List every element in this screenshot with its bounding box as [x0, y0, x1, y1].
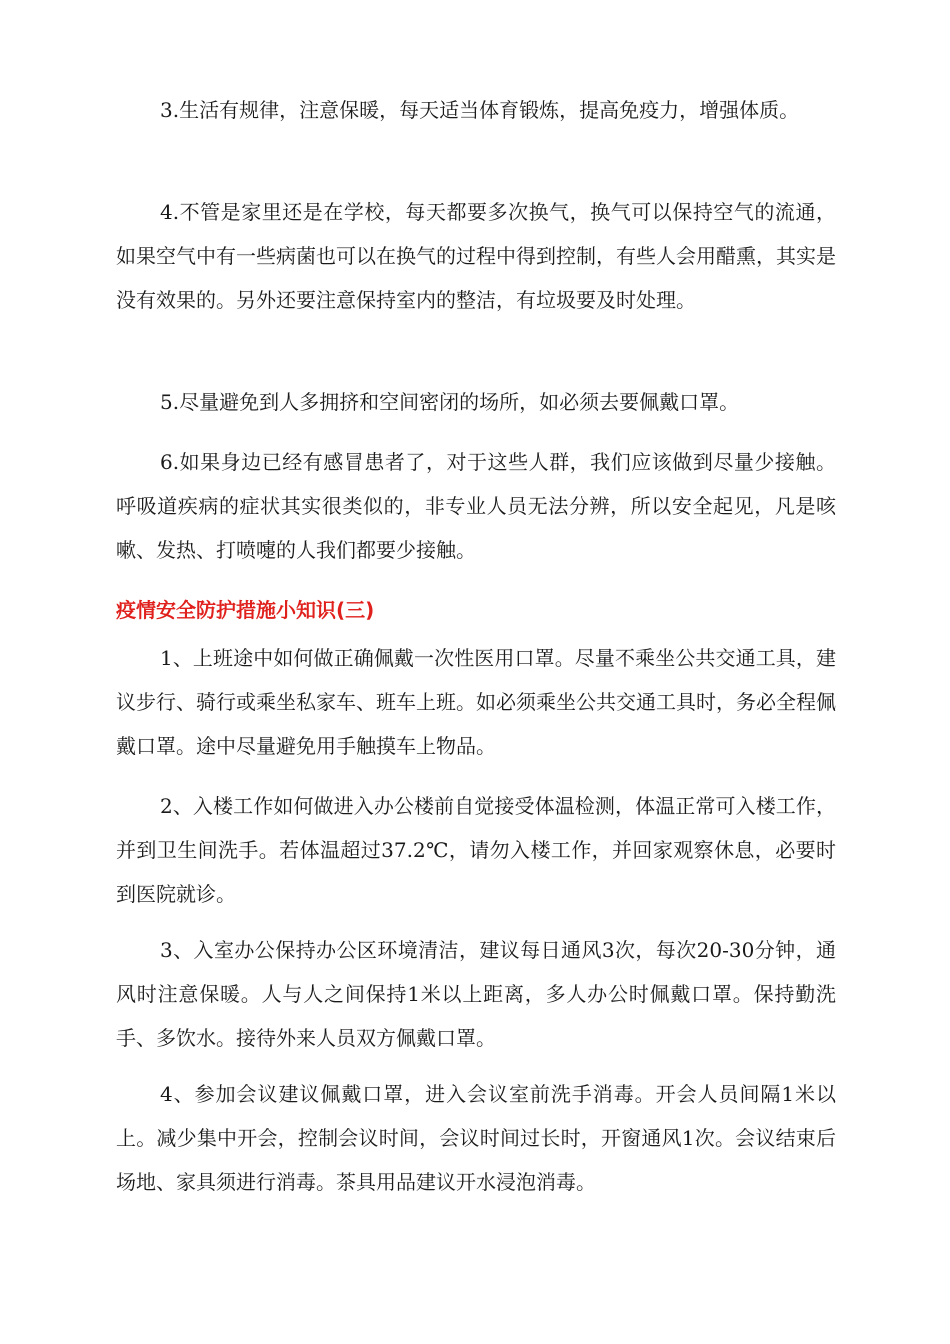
paragraph-commute: 1、上班途中如何做正确佩戴一次性医用口罩。尽量不乘坐公共交通工具，建议步行、骑行或乘坐私家车、班车上班。如必须乘坐公共交通工具时，务必全程佩戴口罩。途中尽量避免用手触摸车上物品。 — [116, 646, 836, 758]
section-heading: 疫情安全防护措施小知识(三) — [116, 598, 375, 622]
paragraph-entering-building: 2、入楼工作如何做进入办公楼前自觉接受体温检测，体温正常可入楼工作，并到卫生间洗手。若体温超过37.2℃，请勿入楼工作，并回家观察休息，必要时到医院就诊。 — [116, 794, 836, 906]
paragraph-item-5: 5.尽量避免到人多拥挤和空间密闭的场所，如必须去要佩戴口罩。 — [160, 390, 740, 414]
paragraph-item-3: 3.生活有规律，注意保暖，每天适当体育锻炼，提高免疫力，增强体质。 — [160, 98, 800, 122]
paragraph-item-6: 6.如果身边已经有感冒患者了，对于这些人群，我们应该做到尽量少接触。呼吸道疾病的症状其实很类似的，非专业人员无法分辨，所以安全起见，凡是咳嗽、发热、打喷嚏的人我们都要少接触。 — [116, 450, 836, 562]
paragraph-office: 3、入室办公保持办公区环境清洁，建议每日通风3次，每次20-30分钟，通风时注意保暖。人与人之间保持1米以上距离，多人办公时佩戴口罩。保持勤洗手、多饮水。接待外来人员双方佩戴口罩。 — [116, 938, 836, 1050]
paragraph-meetings: 4、参加会议建议佩戴口罩，进入会议室前洗手消毒。开会人员间隔1米以上。减少集中开会，控制会议时间，会议时间过长时，开窗通风1次。会议结束后场地、家具须进行消毒。茶具用品建议开水浸泡消毒。 — [116, 1082, 836, 1194]
paragraph-item-4: 4.不管是家里还是在学校，每天都要多次换气，换气可以保持空气的流通，如果空气中有一些病菌也可以在换气的过程中得到控制，有些人会用醋熏，其实是没有效果的。另外还要注意保持室内的整洁，有垃圾要及时处理。 — [116, 200, 836, 312]
